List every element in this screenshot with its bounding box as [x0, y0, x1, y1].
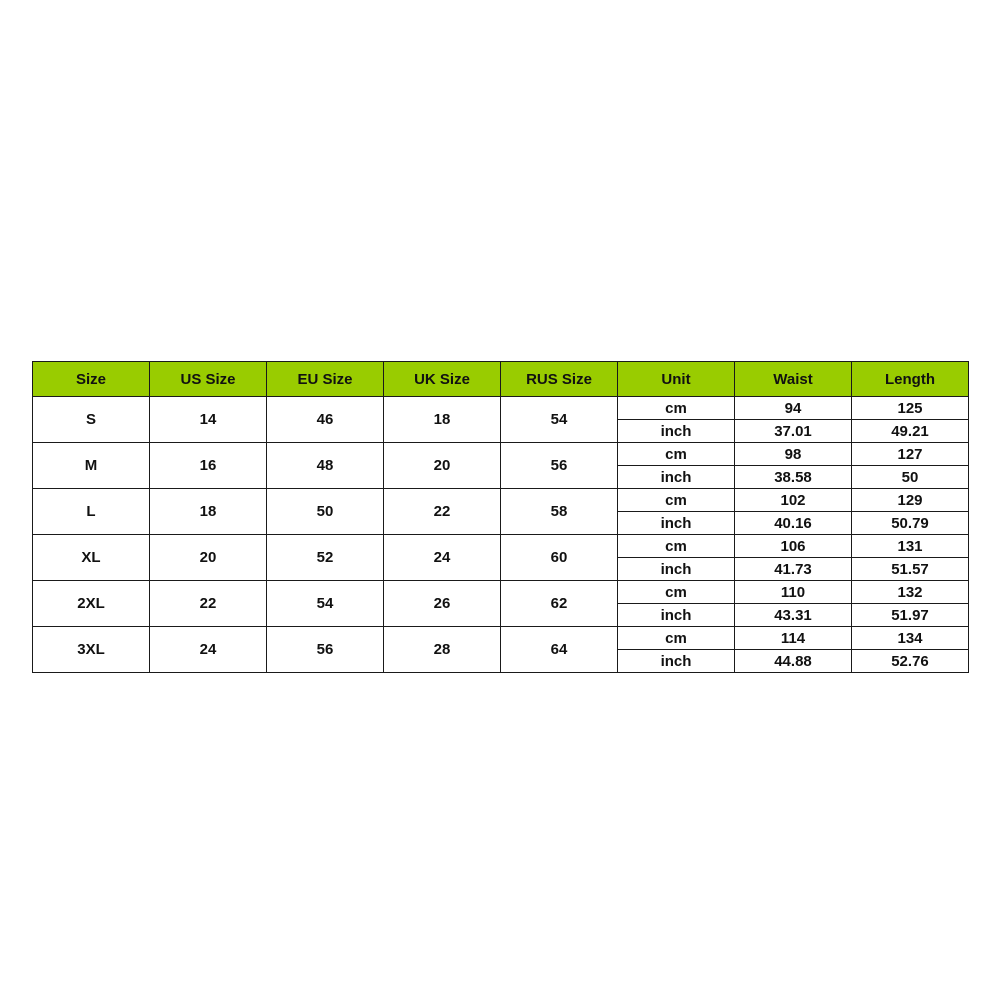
- size-cell: XL: [33, 535, 150, 581]
- waist-cell: 37.01: [735, 420, 852, 443]
- length-cell: 51.57: [852, 558, 969, 581]
- eu-size-cell: 56: [267, 627, 384, 673]
- unit-cell: inch: [618, 558, 735, 581]
- length-cell: 51.97: [852, 604, 969, 627]
- size-chart-body: [33, 397, 969, 673]
- table-row: [33, 627, 969, 650]
- waist-cell: 43.31: [735, 604, 852, 627]
- uk-size-cell: 24: [384, 535, 501, 581]
- rus-size-cell: 56: [501, 443, 618, 489]
- size-chart-table: [32, 361, 969, 673]
- column-header-waist: Waist: [735, 362, 852, 397]
- column-header-unit: Unit: [618, 362, 735, 397]
- table-row: [33, 535, 969, 558]
- uk-size-cell: 20: [384, 443, 501, 489]
- size-cell: 3XL: [33, 627, 150, 673]
- unit-cell: cm: [618, 535, 735, 558]
- waist-cell: 102: [735, 489, 852, 512]
- column-header-uk-size: UK Size: [384, 362, 501, 397]
- waist-cell: 41.73: [735, 558, 852, 581]
- size-cell: S: [33, 397, 150, 443]
- length-cell: 132: [852, 581, 969, 604]
- waist-cell: 40.16: [735, 512, 852, 535]
- unit-cell: inch: [618, 650, 735, 673]
- size-cell: M: [33, 443, 150, 489]
- unit-cell: inch: [618, 604, 735, 627]
- uk-size-cell: 26: [384, 581, 501, 627]
- table-row: [33, 397, 969, 420]
- waist-cell: 98: [735, 443, 852, 466]
- uk-size-cell: 18: [384, 397, 501, 443]
- uk-size-cell: 28: [384, 627, 501, 673]
- waist-cell: 114: [735, 627, 852, 650]
- unit-cell: cm: [618, 627, 735, 650]
- waist-cell: 110: [735, 581, 852, 604]
- us-size-cell: 20: [150, 535, 267, 581]
- length-cell: 127: [852, 443, 969, 466]
- unit-cell: cm: [618, 581, 735, 604]
- length-cell: 131: [852, 535, 969, 558]
- unit-cell: inch: [618, 420, 735, 443]
- eu-size-cell: 54: [267, 581, 384, 627]
- size-cell: 2XL: [33, 581, 150, 627]
- us-size-cell: 16: [150, 443, 267, 489]
- column-header-size: Size: [33, 362, 150, 397]
- us-size-cell: 14: [150, 397, 267, 443]
- length-cell: 129: [852, 489, 969, 512]
- length-cell: 134: [852, 627, 969, 650]
- column-header-rus-size: RUS Size: [501, 362, 618, 397]
- length-cell: 50.79: [852, 512, 969, 535]
- size-cell: L: [33, 489, 150, 535]
- waist-cell: 44.88: [735, 650, 852, 673]
- table-row: [33, 581, 969, 604]
- table-row: [33, 489, 969, 512]
- length-cell: 49.21: [852, 420, 969, 443]
- eu-size-cell: 50: [267, 489, 384, 535]
- eu-size-cell: 48: [267, 443, 384, 489]
- unit-cell: cm: [618, 397, 735, 420]
- column-header-eu-size: EU Size: [267, 362, 384, 397]
- length-cell: 50: [852, 466, 969, 489]
- rus-size-cell: 62: [501, 581, 618, 627]
- unit-cell: cm: [618, 443, 735, 466]
- unit-cell: inch: [618, 512, 735, 535]
- eu-size-cell: 52: [267, 535, 384, 581]
- column-header-length: Length: [852, 362, 969, 397]
- us-size-cell: 22: [150, 581, 267, 627]
- rus-size-cell: 60: [501, 535, 618, 581]
- uk-size-cell: 22: [384, 489, 501, 535]
- table-row: [33, 443, 969, 466]
- header-row: [33, 362, 969, 397]
- waist-cell: 38.58: [735, 466, 852, 489]
- us-size-cell: 24: [150, 627, 267, 673]
- length-cell: 52.76: [852, 650, 969, 673]
- eu-size-cell: 46: [267, 397, 384, 443]
- us-size-cell: 18: [150, 489, 267, 535]
- length-cell: 125: [852, 397, 969, 420]
- column-header-us-size: US Size: [150, 362, 267, 397]
- rus-size-cell: 64: [501, 627, 618, 673]
- waist-cell: 94: [735, 397, 852, 420]
- unit-cell: cm: [618, 489, 735, 512]
- rus-size-cell: 58: [501, 489, 618, 535]
- size-chart-header: [33, 362, 969, 397]
- unit-cell: inch: [618, 466, 735, 489]
- waist-cell: 106: [735, 535, 852, 558]
- rus-size-cell: 54: [501, 397, 618, 443]
